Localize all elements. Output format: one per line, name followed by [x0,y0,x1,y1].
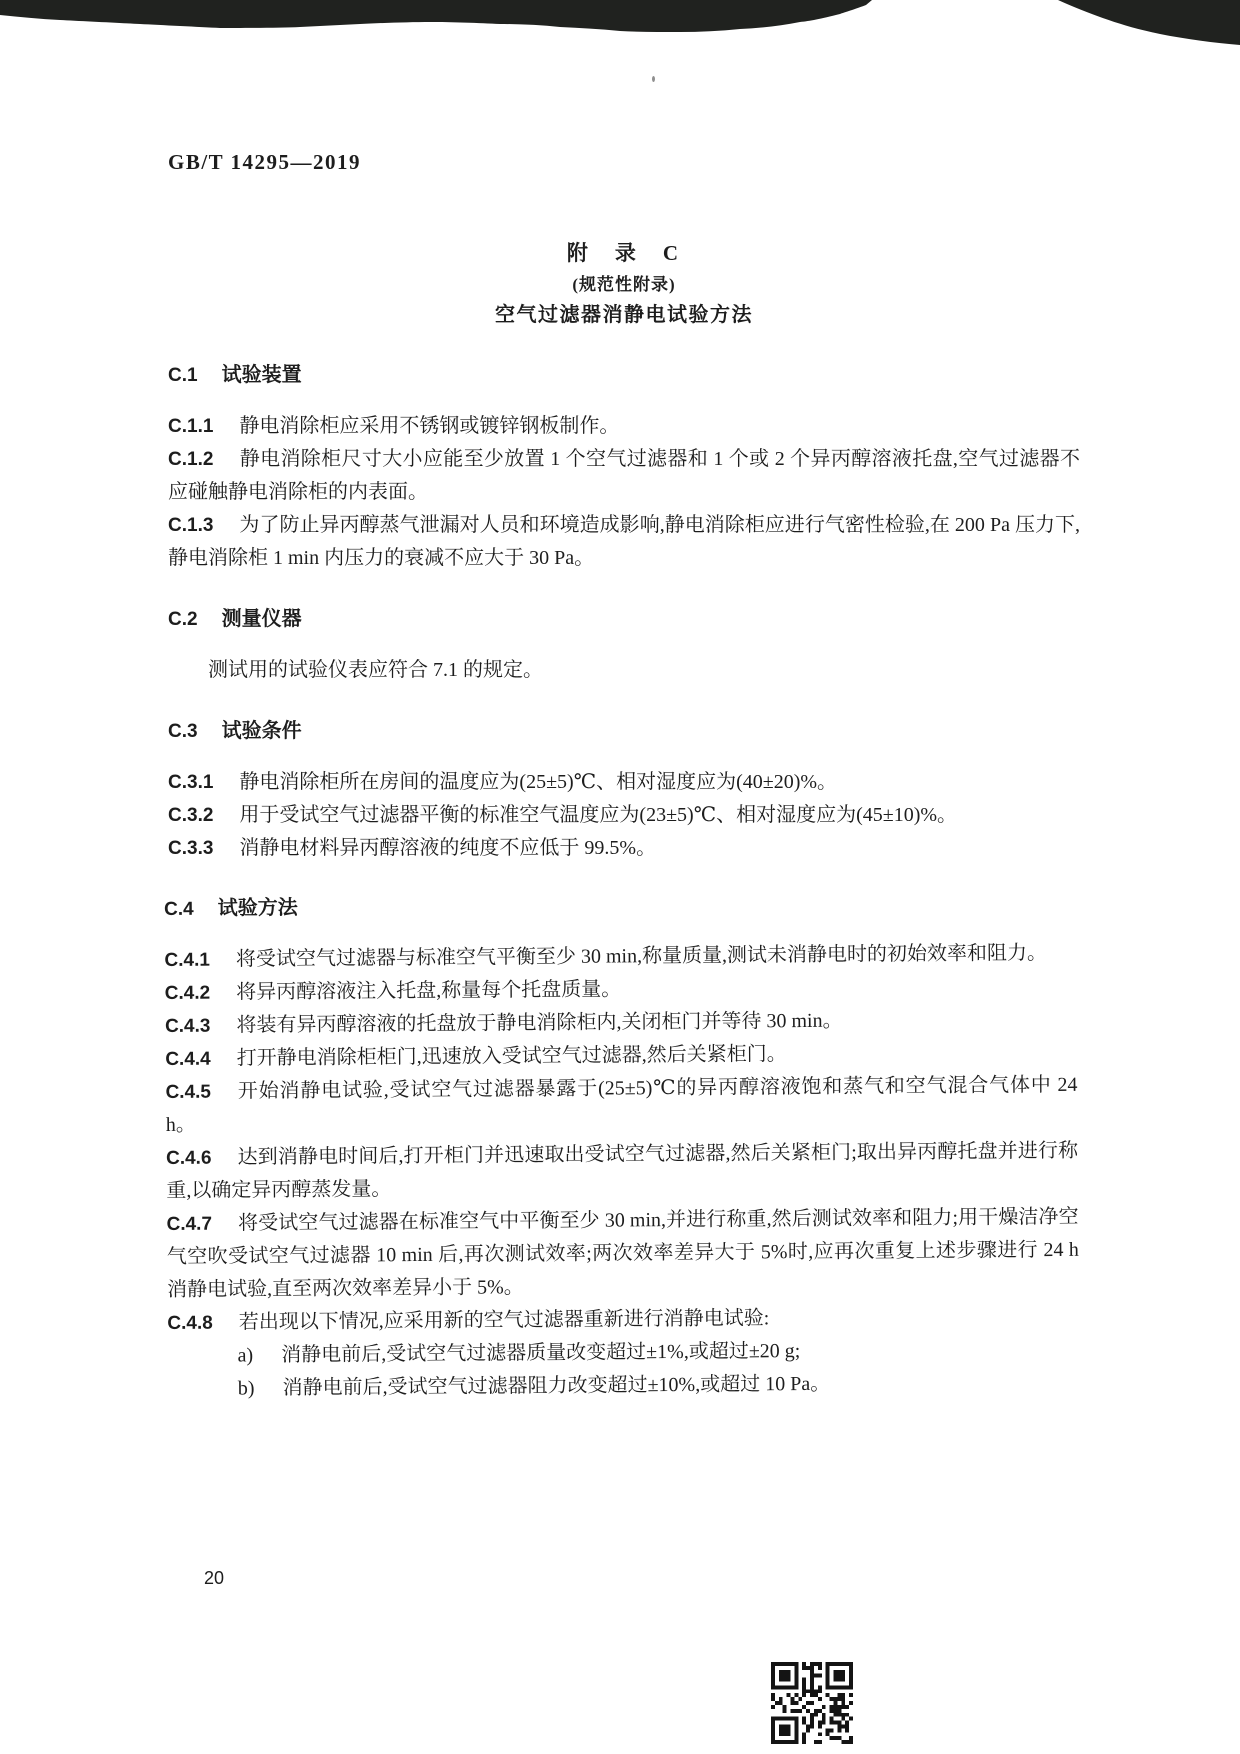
clause-text: 将受试空气过滤器与标准空气平衡至少 30 min,称量质量,测试未消静电时的初始效率和阻力。 [235,942,1048,971]
clause-number: C.4.6 [165,1147,212,1170]
clause-text: 消静电材料异丙醇溶液的纯度不应低于 99.5%。 [239,837,657,859]
clause-number: C.1.3 [168,515,214,536]
clause-number: C.4.7 [166,1213,213,1236]
section-heading [168,715,1080,748]
clause [165,1069,1077,1142]
clause-text: 测试用的试验仪表应符合 7.1 的规定。 [208,659,543,681]
clause-text: 静电消除柜应采用不锈钢或镀锌钢板制作。 [239,415,620,437]
clause [168,509,1080,575]
clause-number: C.4.2 [164,982,211,1005]
standard-number: GB/T 14295—2019 [168,150,362,174]
clause-text: 用于受试空气过滤器平衡的标准空气温度应为(23±5)℃、相对湿度应为(45±10)%。 [239,804,958,826]
clause [166,1135,1078,1208]
clause-text: 静电消除柜所在房间的温度应为(25±5)℃、相对湿度应为(40±20)%。 [239,771,838,793]
page-content [164,0,1080,1406]
list-item-label: b) [237,1377,255,1400]
clause-number: C.1.2 [168,449,214,470]
page-number: 20 [204,1568,225,1588]
section-title: 测量仪器 [221,608,302,630]
appendix-subtitle: (规范性附录) [572,275,676,294]
section-c3 [168,715,1080,865]
section-number: C.2 [168,609,198,630]
list-item-text: 消静电前后,受试空气过滤器阻力改变超过±10%,或超过 10 Pa。 [282,1372,831,1400]
clause-number: C.1.1 [168,416,214,437]
clause [168,443,1080,509]
section-title: 试验条件 [221,720,302,742]
clause-text: 静电消除柜尺寸大小应能至少放置 1 个空气过滤器和 1 个或 2 个异丙醇溶液托盘,空气过滤器不应碰触静电消除柜的内表面。 [168,448,1080,503]
list-item-b [168,1366,1080,1406]
section-c2 [168,603,1080,687]
clause-text: 将异丙醇溶液注入托盘,称量每个托盘质量。 [236,978,622,1004]
section-heading [168,603,1080,636]
clause-text: 为了防止异丙醇蒸气泄漏对人员和环境造成影响,静电消除柜应进行气密性检验,在 200 Pa 压力下,静电消除柜 1 min 内压力的衰减不应大于 30 Pa。 [168,514,1080,569]
section-number: C.4 [164,898,194,921]
clause-text: 若出现以下情况,应采用新的空气过滤器重新进行消静电试验: [238,1307,770,1334]
clause-number: C.4.3 [164,1015,211,1038]
clause [168,766,1080,799]
section-c4 [164,886,1080,1406]
clause-number: C.4.8 [167,1312,213,1335]
section-c1 [168,359,1080,575]
clause [168,832,1080,865]
appendix-title-block [168,238,1080,331]
clause-text: 将装有异丙醇溶液的托盘放于静电消除柜内,关闭柜门并等待 30 min。 [236,1009,843,1037]
clause-number: C.3.1 [168,772,214,793]
section-number: C.1 [168,365,198,386]
section-title: 试验方法 [217,896,298,920]
clause-text: 打开静电消除柜柜门,迅速放入受试空气过滤器,然后关紧柜门。 [236,1043,787,1070]
clause-number: C.4.4 [165,1048,211,1071]
appendix-name: 空气过滤器消静电试验方法 [495,304,753,326]
clause-number: C.3.2 [168,805,214,826]
section-number: C.3 [168,721,198,742]
clause [168,410,1080,443]
clause [168,799,1080,832]
clause-number: C.4.5 [165,1081,212,1104]
clause [166,1201,1079,1307]
clause-text: 达到消静电时间后,打开柜门并迅速取出受试空气过滤器,然后关紧柜门;取出异丙醇托盘并进行称重,以确定异丙醇蒸发量。 [166,1139,1079,1203]
list-item-label: a) [237,1344,254,1367]
list-item-text: 消静电前后,受试空气过滤器质量改变超过±1%,或超过±20 g; [281,1340,801,1367]
appendix-title: 附 录 C [566,241,682,265]
section-heading [168,359,1080,392]
clause-number: C.3.3 [168,838,214,859]
clause-text: 开始消静电试验,受试空气过滤器暴露于(25±5)℃的异丙醇溶液饱和蒸气和空气混合气体中 24 h。 [165,1073,1078,1137]
qr-code [771,1662,853,1744]
clause-number: C.4.1 [164,949,211,972]
clause-text: 将受试空气过滤器在标准空气中平衡至少 30 min,并进行称重,然后测试效率和阻力;用干燥洁净空气空吹受试空气过滤器 10 min 后,再次测试效率;两次效率差异大于 5%时,应再次重复上述步骤进行 24 h 消静电试验,直至两次效率差异小于 5%。 [166,1205,1079,1302]
section-title: 试验装置 [221,364,302,386]
section-heading [164,886,1076,926]
